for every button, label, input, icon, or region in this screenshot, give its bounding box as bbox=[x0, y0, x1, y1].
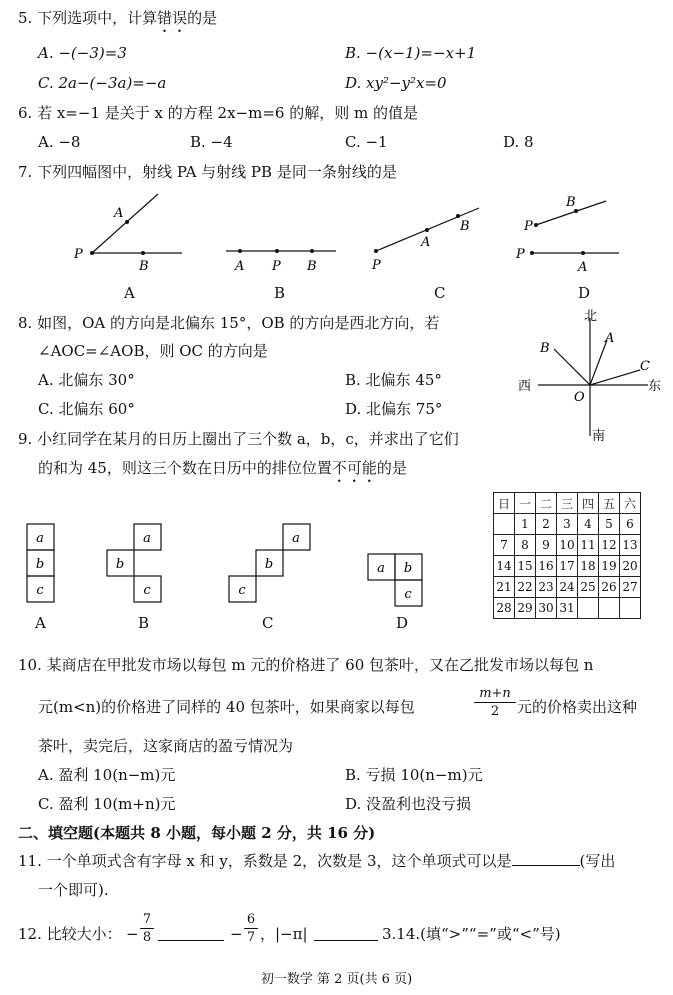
q8-line2: ∠AOC=∠AOB，则 OC 的方向是 bbox=[38, 342, 268, 360]
q12-neg-sign-2: − bbox=[230, 925, 243, 943]
q7c-label-p: P bbox=[372, 258, 381, 273]
calendar-day: 24 bbox=[557, 577, 578, 598]
q9-line2: 的和为 45，则这三个数在日历中的排位位置不可能的是 bbox=[38, 459, 407, 477]
q7a-label-a: A bbox=[114, 206, 124, 221]
q10-price-fraction bbox=[474, 686, 516, 719]
q7b-point-a bbox=[238, 249, 242, 253]
q9-arrangements bbox=[0, 518, 460, 608]
ray-oc bbox=[590, 370, 640, 385]
label-b: B bbox=[540, 341, 550, 356]
q9c-letter-c: c bbox=[238, 583, 246, 598]
q7-caption-a: A bbox=[124, 284, 135, 302]
label-a: A bbox=[605, 331, 615, 346]
calendar-day: 5 bbox=[599, 514, 620, 535]
label-east: 东 bbox=[648, 379, 662, 394]
calendar-weekday: 五 bbox=[599, 493, 620, 514]
q9c-letter-a: a bbox=[292, 531, 300, 546]
calendar-day: 12 bbox=[599, 535, 620, 556]
q5-option-b: B. −(x−1)=−x+1 bbox=[345, 44, 477, 62]
q12-f2-den: 7 bbox=[246, 930, 256, 945]
q7b-label-b: B bbox=[307, 259, 317, 274]
q11-line2: 一个即可). bbox=[38, 881, 109, 899]
calendar-day: 14 bbox=[494, 556, 515, 577]
q7-stem: 7. 下列四幅图中，射线 PA 与射线 PB 是同一条射线的是 bbox=[18, 163, 397, 181]
label-c: C bbox=[640, 359, 650, 374]
q7b-point-b bbox=[310, 249, 314, 253]
q6-stem: 6. 若 x=−1 是关于 x 的方程 2x−m=6 的解，则 m 的值是 bbox=[18, 104, 418, 122]
q12-answer-blank-2[interactable] bbox=[314, 924, 378, 941]
q7d-point-p1 bbox=[534, 223, 538, 227]
q5-stem: 5. 下列选项中，计算错误的是 bbox=[18, 9, 218, 27]
q7d-point-a bbox=[581, 251, 585, 255]
calendar-day: 3 bbox=[557, 514, 578, 535]
q5-option-d: D. xy²−y²x=0 bbox=[345, 74, 447, 92]
q8-line1: 8. 如图，OA 的方向是北偏东 15°，OB 的方向是西北方向，若 bbox=[18, 314, 440, 332]
q7c-point-b bbox=[456, 214, 460, 218]
q9-caption-c: C bbox=[262, 614, 274, 632]
calendar-day: 4 bbox=[578, 514, 599, 535]
label-west: 西 bbox=[518, 379, 532, 394]
q12-abs-pi: ，|−π| bbox=[260, 925, 308, 943]
calendar-day: 26 bbox=[599, 577, 620, 598]
ray-ob bbox=[554, 349, 590, 385]
q10-option-a: A. 盈利 10(n−m)元 bbox=[38, 766, 176, 784]
q12-neg-sign-1: − bbox=[126, 925, 139, 943]
calendar-day: 29 bbox=[515, 598, 536, 619]
calendar-day: 6 bbox=[620, 514, 641, 535]
q12-f1-bar bbox=[140, 928, 154, 929]
q7a-label-b: B bbox=[139, 259, 149, 274]
calendar-day: 9 bbox=[536, 535, 557, 556]
calendar-day: 22 bbox=[515, 577, 536, 598]
q9a-letter-c: c bbox=[36, 583, 44, 598]
q7d-label-b: B bbox=[566, 195, 576, 210]
q12-answer-blank-1[interactable] bbox=[158, 924, 224, 941]
calendar-day: 31 bbox=[557, 598, 578, 619]
calendar-day: 21 bbox=[494, 577, 515, 598]
q7c-point-a bbox=[425, 228, 429, 232]
q9-line1: 9. 小红同学在某月的日历上圈出了三个数 a，b，c，并求出了它们 bbox=[18, 430, 459, 448]
calendar-day: 8 bbox=[515, 535, 536, 556]
q10-line2-end: 元的价格卖出这种 bbox=[517, 698, 638, 716]
q10-line1: 10. 某商店在甲批发市场以每包 m 元的价格进了 60 包茶叶，又在乙批发市场以每包 n bbox=[18, 656, 594, 674]
calendar-day: 7 bbox=[494, 535, 515, 556]
calendar-day: 18 bbox=[578, 556, 599, 577]
calendar-day: 27 bbox=[620, 577, 641, 598]
calendar-day: 28 bbox=[494, 598, 515, 619]
q12-prefix: 12. 比较大小： bbox=[18, 925, 122, 943]
q10-fraction-bar bbox=[474, 702, 516, 703]
q10-fraction-numerator: m+n bbox=[479, 686, 511, 701]
q7a-label-p: P bbox=[74, 247, 83, 262]
q7a-point-b bbox=[141, 251, 145, 255]
q9d-letter-a: a bbox=[377, 561, 385, 576]
q7-figures bbox=[0, 190, 673, 310]
q12-f1-den: 8 bbox=[142, 930, 152, 945]
q7c-label-a: A bbox=[421, 235, 431, 250]
q10-line2-start: 元(m<n)的价格进了同样的 40 包茶叶，如果商家以每包 bbox=[38, 698, 415, 716]
q7c-point-p bbox=[374, 249, 378, 253]
label-south: 南 bbox=[592, 429, 606, 444]
calendar-day: 11 bbox=[578, 535, 599, 556]
q10-option-c: C. 盈利 10(m+n)元 bbox=[38, 795, 176, 813]
q7-caption-d: D bbox=[578, 284, 591, 302]
q9a-letter-a: a bbox=[36, 531, 44, 546]
section-title-fill-in: 二、填空题(本题共 8 小题，每小题 2 分，共 16 分) bbox=[18, 824, 376, 842]
q7d-label-p1: P bbox=[524, 219, 533, 234]
q9b-letter-c: c bbox=[143, 583, 151, 598]
label-o: O bbox=[574, 390, 585, 405]
calendar-weekday: 日 bbox=[494, 493, 515, 514]
page-footer: 初一数学 第 2 页(共 6 页) bbox=[260, 972, 413, 987]
q6-option-a: A. −8 bbox=[38, 133, 81, 151]
q8-option-c: C. 北偏东 60° bbox=[38, 400, 135, 418]
q7d-label-p2: P bbox=[516, 247, 525, 262]
calendar-day bbox=[620, 598, 641, 619]
calendar-weekday: 三 bbox=[557, 493, 578, 514]
calendar-day bbox=[599, 598, 620, 619]
q7b-point-p bbox=[275, 249, 279, 253]
q7b-label-p: P bbox=[272, 259, 281, 274]
q5-option-c: C. 2a−(−3a)=−a bbox=[38, 74, 167, 92]
q6-option-b: B. −4 bbox=[190, 133, 233, 151]
q8-option-b: B. 北偏东 45° bbox=[345, 371, 442, 389]
q6-option-d: D. 8 bbox=[503, 133, 534, 151]
q7b-label-a: A bbox=[235, 259, 245, 274]
calendar-day: 20 bbox=[620, 556, 641, 577]
q7d-label-a: A bbox=[578, 260, 588, 275]
calendar-day: 13 bbox=[620, 535, 641, 556]
calendar-header-row bbox=[494, 493, 641, 514]
q12-f2-bar bbox=[244, 928, 258, 929]
calendar-week-row bbox=[494, 577, 641, 598]
q6-option-c: C. −1 bbox=[345, 133, 388, 151]
calendar-week-row bbox=[494, 556, 641, 577]
q7-figure-a bbox=[92, 194, 182, 253]
calendar-day: 10 bbox=[557, 535, 578, 556]
q11-line1: 11. 一个单项式含有字母 x 和 y，系数是 2，次数是 3，这个单项式可以是 (写出 bbox=[18, 852, 616, 870]
calendar-day bbox=[494, 514, 515, 535]
calendar-day: 15 bbox=[515, 556, 536, 577]
q10-option-d: D. 没盈利也没亏损 bbox=[345, 795, 472, 813]
q11-answer-blank[interactable] bbox=[512, 865, 580, 866]
calendar-day: 19 bbox=[599, 556, 620, 577]
q9b-letter-b: b bbox=[115, 557, 125, 572]
q7-caption-c: C bbox=[434, 284, 446, 302]
q12-tail: 3.14.(填“>”“=”或“<”号) bbox=[382, 925, 561, 943]
calendar-week-row bbox=[494, 535, 641, 556]
q8-compass-figure bbox=[510, 306, 670, 446]
calendar-weekday: 二 bbox=[536, 493, 557, 514]
ray-oa bbox=[590, 340, 607, 385]
calendar-weekday: 一 bbox=[515, 493, 536, 514]
calendar-day: 30 bbox=[536, 598, 557, 619]
q8-option-d: D. 北偏东 75° bbox=[345, 400, 443, 418]
calendar-week-row bbox=[494, 598, 641, 619]
calendar-day bbox=[578, 598, 599, 619]
q10-option-b: B. 亏损 10(n−m)元 bbox=[345, 766, 483, 784]
q9-caption-a: A bbox=[35, 614, 46, 632]
q9d-letter-b: b bbox=[403, 561, 413, 576]
q7-caption-b: B bbox=[274, 284, 286, 302]
q9d-letter-c: c bbox=[404, 587, 412, 602]
calendar-day: 25 bbox=[578, 577, 599, 598]
q12-f1-num: 7 bbox=[142, 912, 152, 927]
q9b-letter-a: a bbox=[143, 531, 151, 546]
calendar-day: 16 bbox=[536, 556, 557, 577]
calendar-day: 23 bbox=[536, 577, 557, 598]
q7a-point-p bbox=[90, 251, 94, 255]
calendar-week-row bbox=[494, 514, 641, 535]
q10-fraction-denominator: 2 bbox=[490, 704, 500, 719]
calendar-day: 2 bbox=[536, 514, 557, 535]
q9a-letter-b: b bbox=[35, 557, 45, 572]
q12-f2-num: 6 bbox=[246, 912, 256, 927]
calendar-weekday: 四 bbox=[578, 493, 599, 514]
q7d-point-p2 bbox=[530, 251, 534, 255]
q9c-letter-b: b bbox=[264, 557, 274, 572]
calendar-weekday: 六 bbox=[620, 493, 641, 514]
q10-line3: 茶叶，卖完后，这家商店的盈亏情况为 bbox=[38, 737, 294, 755]
q5-option-a: A. −(−3)=3 bbox=[38, 44, 127, 62]
calendar-table bbox=[493, 492, 641, 619]
q12-fraction-2 bbox=[244, 912, 258, 945]
q9-caption-b: B bbox=[138, 614, 150, 632]
calendar-day: 1 bbox=[515, 514, 536, 535]
q12-fraction-1 bbox=[140, 912, 154, 945]
calendar-day: 17 bbox=[557, 556, 578, 577]
q7c-label-b: B bbox=[460, 219, 470, 234]
label-north: 北 bbox=[584, 309, 598, 324]
q8-option-a: A. 北偏东 30° bbox=[38, 371, 135, 389]
q9-caption-d: D bbox=[396, 614, 409, 632]
q7a-point-a bbox=[125, 220, 129, 224]
